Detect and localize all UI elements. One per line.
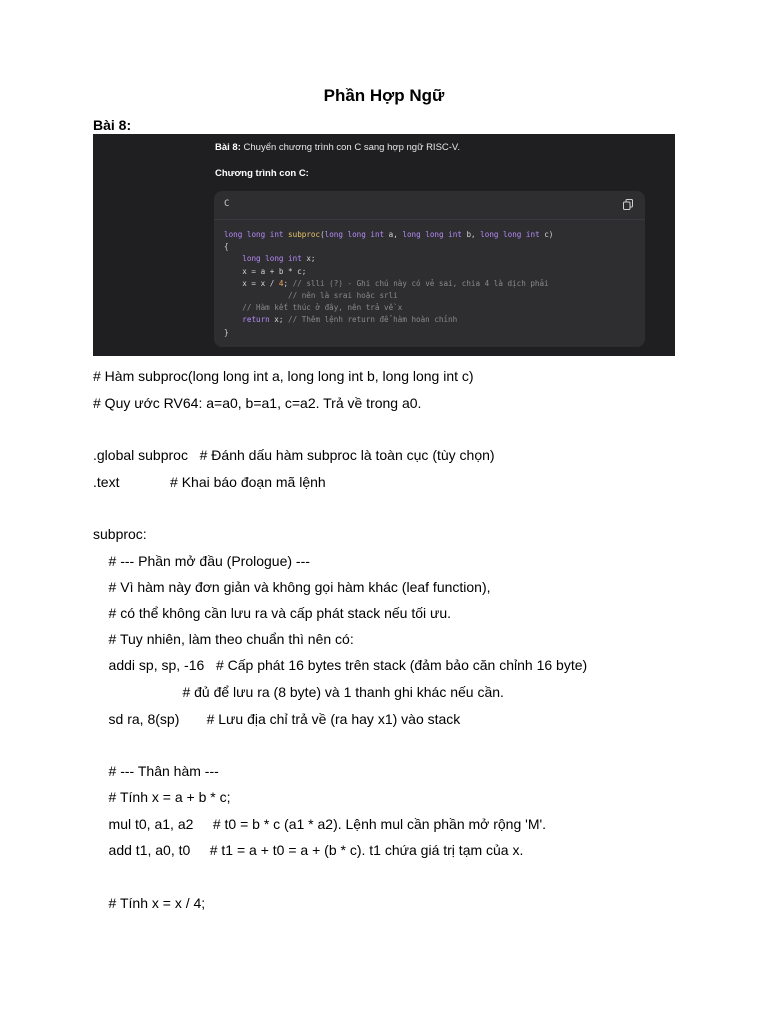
text-line: .text # Khai báo đoạn mã lệnh	[93, 474, 326, 490]
copy-icon[interactable]	[623, 199, 633, 210]
text-line: add t1, a0, t0 # t1 = a + t0 = a + (b * c). t1 chứa giá trị tạm của x.	[93, 842, 524, 858]
code-line: long long int x;	[242, 254, 316, 264]
text-line: # Vì hàm này đơn giản và không gọi hàm khác (leaf function),	[93, 579, 491, 595]
text-line: # có thể không cần lưu ra và cấp phát stack nếu tối ưu.	[93, 605, 452, 621]
text-line: # Hàm subproc(long long int a, long long int b, long long int c)	[93, 368, 474, 384]
text-line: sd ra, 8(sp) # Lưu địa chỉ trả về (ra hay x1) vào stack	[93, 711, 461, 727]
text-line: # Tính x = a + b * c;	[93, 789, 231, 805]
code-line: x = a + b * c;	[224, 266, 307, 276]
task-statement	[215, 142, 460, 153]
code-block	[214, 191, 645, 347]
text-line: # --- Phần mở đầu (Prologue) ---	[93, 553, 310, 569]
text-line: # Tính x = x / 4;	[93, 895, 206, 911]
code-content	[224, 229, 553, 339]
code-line: }	[224, 327, 229, 337]
code-line: // nên là srai hoặc srli	[288, 291, 398, 301]
code-line: long long int subproc(long long int a, long long int b, long long int c)	[224, 230, 554, 239]
text-line: .global subproc # Đánh dấu hàm subproc là toàn cục (tùy chọn)	[93, 447, 495, 463]
text-line: # Quy ước RV64: a=a0, b=a1, c=a2. Trả về trong a0.	[93, 395, 422, 411]
code-line: return x; // Thêm lệnh return để hàm hoàn chỉnh	[242, 315, 458, 325]
embedded-screenshot	[93, 134, 675, 356]
section-label: Bài 8:	[93, 117, 132, 133]
code-line: {	[224, 242, 229, 252]
page-title: Phần Hợp Ngữ	[323, 86, 445, 105]
text-line: # --- Thân hàm ---	[93, 763, 219, 779]
text-line: # đủ để lưu ra (8 byte) và 1 thanh ghi khác nếu cần.	[93, 684, 504, 700]
code-subheading: Chương trình con C:	[215, 168, 309, 179]
text-line: subproc:	[93, 526, 147, 542]
task-number: Bài 8:	[215, 142, 241, 153]
text-line: # Tuy nhiên, làm theo chuẩn thì nên có:	[93, 631, 354, 647]
code-line: x = x / 4; // slli (?) - Ghi chú này có vẻ sai, chia 4 là dịch phải	[224, 278, 549, 288]
code-header-divider	[214, 219, 645, 220]
code-language-label: C	[224, 199, 230, 209]
text-line: addi sp, sp, -16 # Cấp phát 16 bytes trên stack (đảm bảo căn chỉnh 16 byte)	[93, 657, 588, 673]
task-text: Chuyển chương trình con C sang hợp ngữ RISC-V.	[240, 142, 461, 153]
code-line: // Hàm kết thúc ở đây, nên trả về x	[242, 303, 403, 313]
text-line: mul t0, a1, a2 # t0 = b * c (a1 * a2). Lệnh mul cần phần mở rộng 'M'.	[93, 816, 547, 832]
